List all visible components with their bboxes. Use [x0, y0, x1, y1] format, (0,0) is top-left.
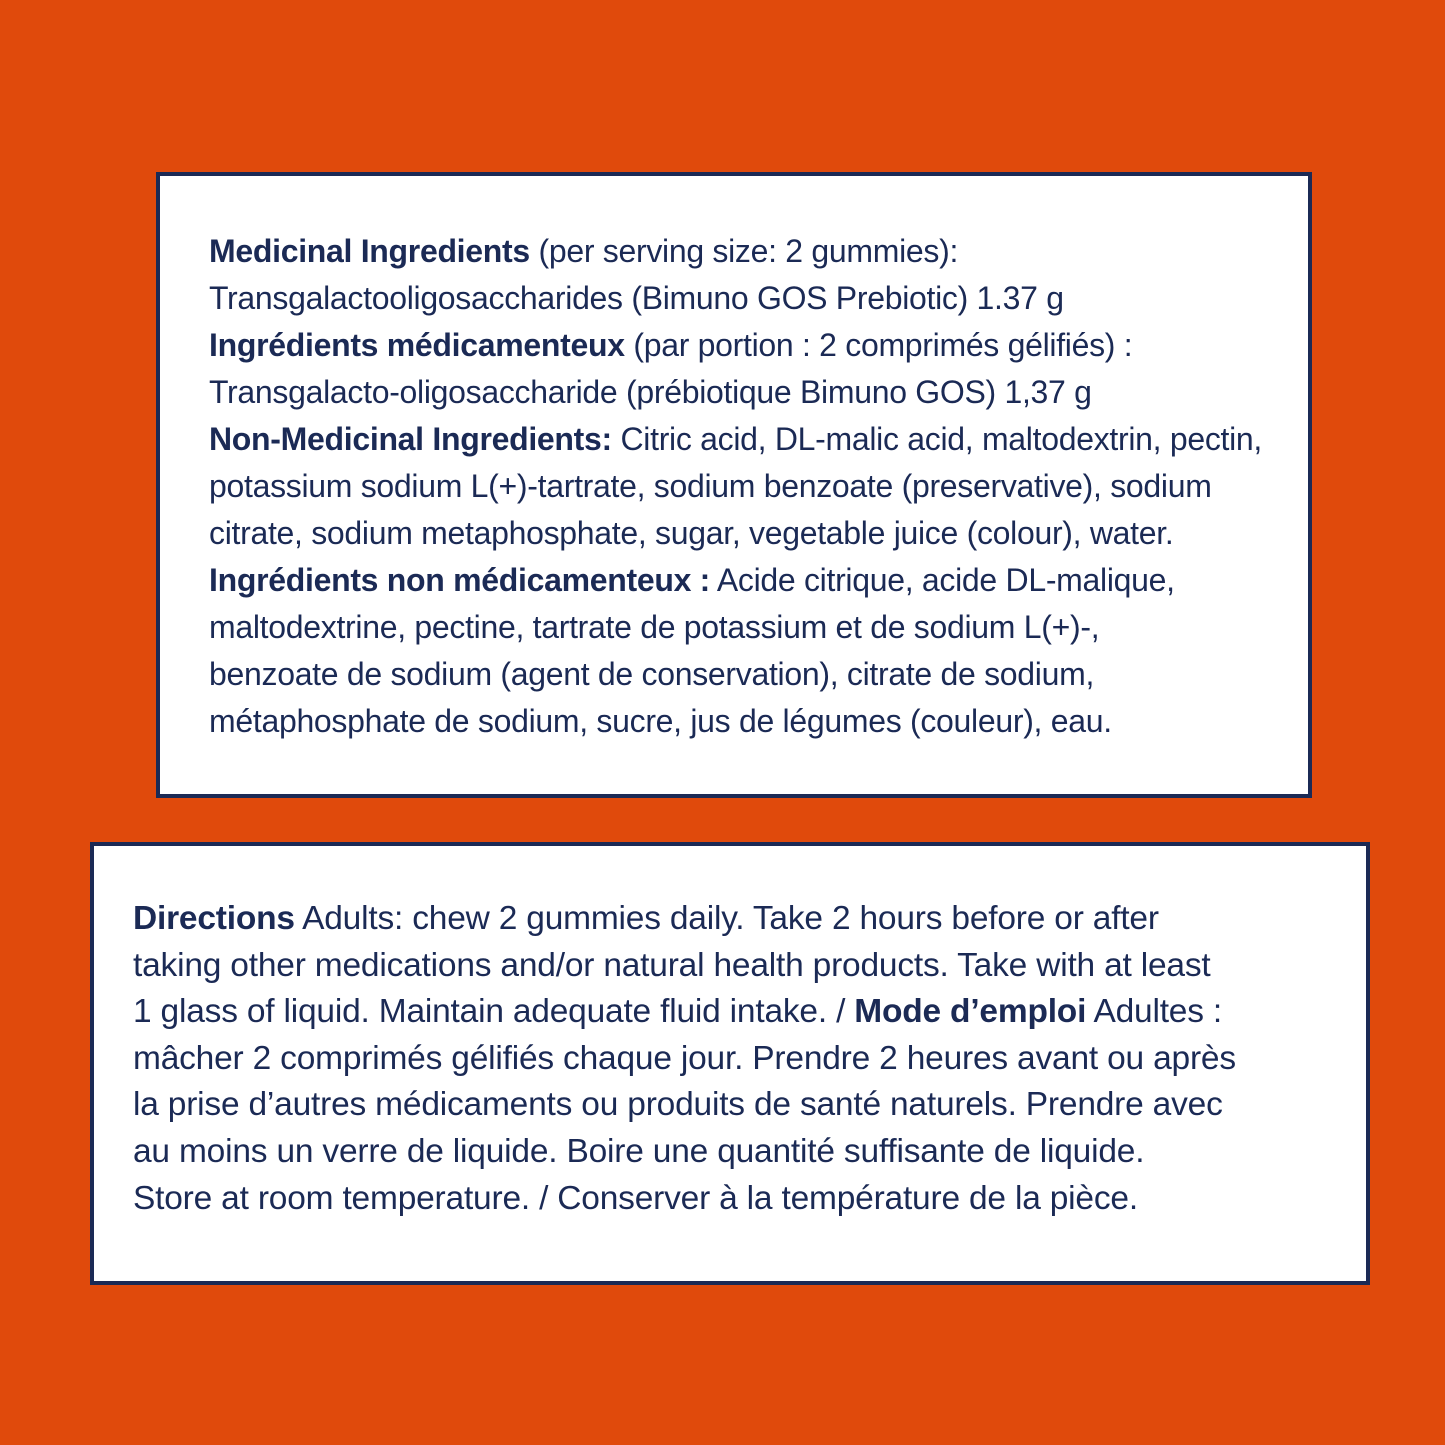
- directions-line-1: [133, 896, 1346, 943]
- directions-line-3-end: Adultes :: [1086, 993, 1222, 1031]
- non-medicinal-fr-line-3: benzoate de sodium (agent de conservation), citrate de sodium,: [209, 656, 1095, 692]
- non-medicinal-ingredients-en-label: Non-Medicinal Ingredients:: [209, 421, 612, 457]
- medicinal-ingredient-en-item: Transgalactooligosaccharides (Bimuno GOS Prebiotic) 1.37 g: [209, 280, 1064, 316]
- medicinal-ingredients-en-label: Medicinal Ingredients: [209, 233, 530, 269]
- non-medicinal-fr-line-2: maltodextrine, pectine, tartrate de potassium et de sodium L(+)-,: [209, 609, 1100, 645]
- directions-text: [133, 896, 1346, 1222]
- ingredients-text: [209, 228, 1288, 745]
- directions-line-7: Store at room temperature. / Conserver à la température de la pièce.: [133, 1179, 1138, 1217]
- directions-label: Directions: [133, 900, 295, 937]
- directions-line-4: mâcher 2 comprimés gélifiés chaque jour. Prendre 2 heures avant ou après: [133, 1039, 1236, 1077]
- medicinal-ingredients-en-serving: (per serving size: 2 gummies):: [529, 233, 959, 269]
- directions-line-6: au moins un verre de liquide. Boire une quantité suffisante de liquide.: [133, 1132, 1145, 1170]
- non-medicinal-fr-line-4: métaphosphate de sodium, sucre, jus de légumes (couleur), eau.: [209, 703, 1112, 739]
- directions-line-2: taking other medications and/or natural health products. Take with at least: [133, 946, 1211, 984]
- non-medicinal-en-line-2: potassium sodium L(+)-tartrate, sodium benzoate (preservative), sodium: [209, 468, 1212, 504]
- medicinal-ingredients-fr: [209, 322, 1288, 369]
- medicinal-ingredients-fr-label: Ingrédients médicamenteux: [209, 327, 625, 363]
- directions-line-5: la prise d’autres médicaments ou produits de santé naturels. Prendre avec: [133, 1086, 1223, 1124]
- medicinal-ingredients-en: [209, 228, 1288, 275]
- medicinal-ingredient-fr-item: Transgalacto-oligosaccharide (prébiotique Bimuno GOS) 1,37 g: [209, 374, 1092, 410]
- non-medicinal-en-line-3: citrate, sodium metaphosphate, sugar, vegetable juice (colour), water.: [209, 515, 1174, 551]
- directions-line-3-text: 1 glass of liquid. Maintain adequate fluid intake. /: [133, 993, 855, 1031]
- ingredients-panel: [156, 172, 1312, 798]
- non-medicinal-en-line-1: Citric acid, DL-malic acid, maltodextrin, pectin,: [611, 421, 1263, 457]
- non-medicinal-fr-line-1: Acide citrique, acide DL-malique,: [710, 562, 1175, 598]
- medicinal-ingredients-fr-serving: (par portion : 2 comprimés gélifiés) :: [624, 327, 1133, 363]
- mode-emploi-label: Mode d’emploi: [854, 993, 1087, 1031]
- directions-panel: [90, 842, 1370, 1285]
- directions-line-1-text: Adults: chew 2 gummies daily. Take 2 hours before or after: [294, 900, 1159, 937]
- directions-line-3: [133, 989, 1346, 1036]
- non-medicinal-ingredients-en: [209, 416, 1288, 463]
- non-medicinal-ingredients-fr-label: Ingrédients non médicamenteux :: [209, 562, 711, 598]
- non-medicinal-ingredients-fr: [209, 557, 1288, 604]
